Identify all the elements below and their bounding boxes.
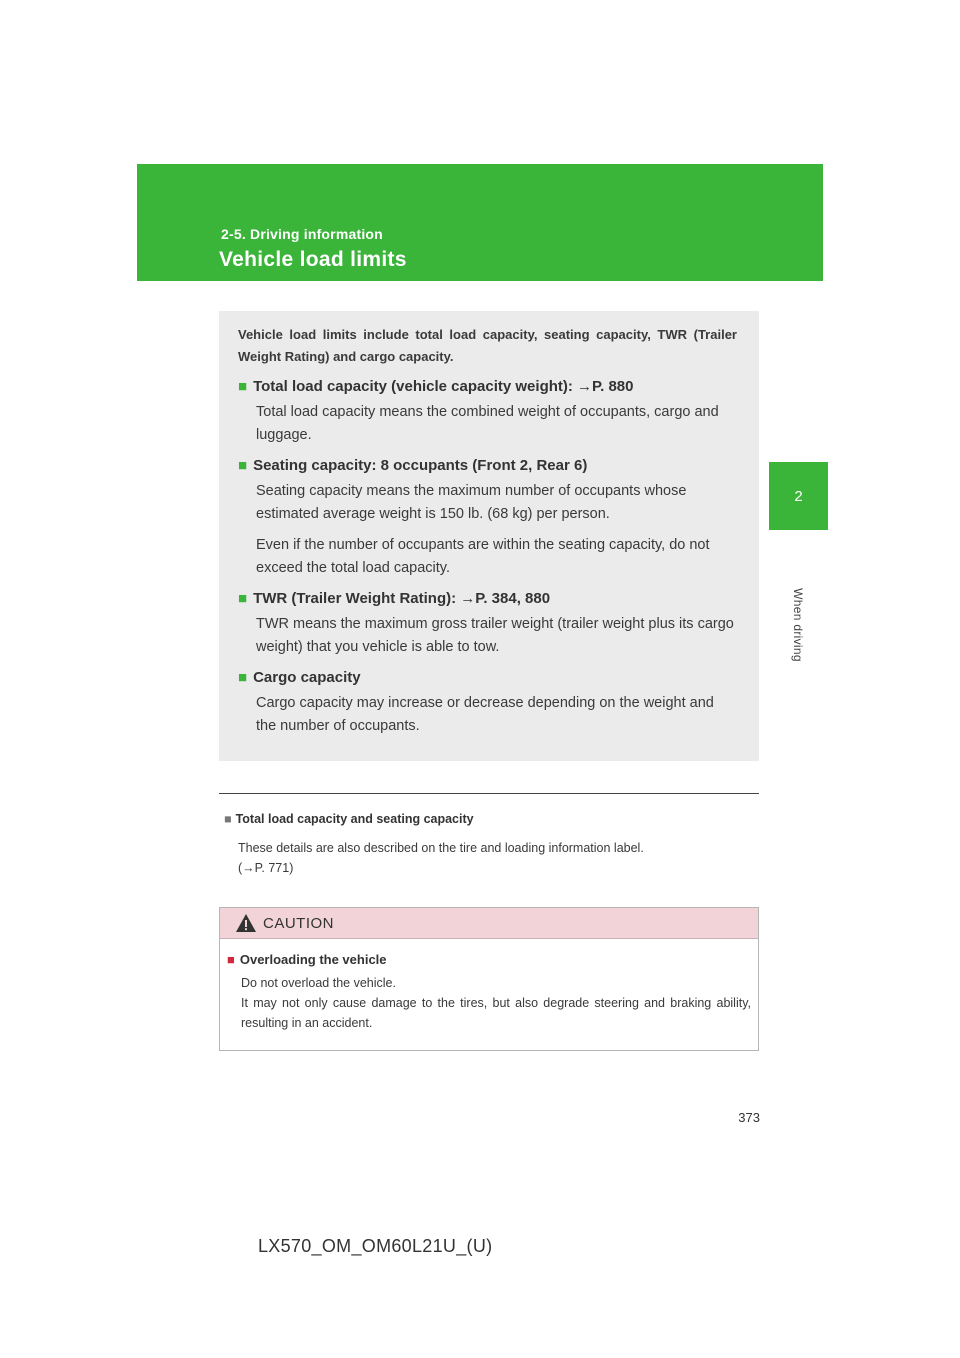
document-code: LX570_OM_OM60L21U_(U) (258, 1236, 493, 1256)
info-item-twr (238, 588, 737, 659)
info-item-heading (238, 455, 737, 477)
info-intro: Vehicle load limits include total load capacity, seating capacity, TWR (Trailer Weight Rating) and cargo capacity. (238, 327, 737, 364)
chapter-tab: 2 (769, 462, 828, 530)
note-body (238, 838, 758, 878)
info-item-desc: TWR means the maximum gross trailer weight (trailer weight plus its cargo weight) that you vehicle is able to tow. (256, 616, 734, 655)
section-label: 2-5. Driving information (221, 226, 383, 242)
caution-label: CAUTION (263, 914, 334, 932)
section-header (137, 164, 823, 281)
note-heading-text: Total load capacity and seating capacity (235, 812, 474, 826)
info-item-desc: Even if the number of occupants are within the seating capacity, do not exceed the total load capacity. (256, 537, 710, 576)
square-bullet-icon: ■ (227, 952, 235, 967)
info-item-desc: Total load capacity means the combined weight of occupants, cargo and luggage. (256, 404, 719, 443)
page-title: Vehicle load limits (219, 248, 407, 271)
info-item-heading (238, 376, 737, 398)
info-box (219, 311, 759, 761)
info-item-desc: Cargo capacity may increase or decrease depending on the weight and the number of occupants. (256, 695, 714, 734)
warning-triangle-icon (235, 913, 257, 933)
info-item-heading-text: Total load capacity (vehicle capacity weight): →P. 880 (253, 378, 634, 395)
square-bullet-icon: ■ (224, 812, 232, 826)
note-line: These details are also described on the tire and loading information label. (238, 841, 644, 855)
note-page-reference: (→P. 771) (238, 861, 294, 875)
info-item-total-load (238, 376, 737, 447)
caution-header (220, 908, 758, 939)
caution-heading-text: Overloading the vehicle (239, 952, 387, 967)
info-item-seating-capacity (238, 455, 737, 580)
info-item-heading-text: TWR (Trailer Weight Rating): →P. 384, 880 (253, 590, 551, 607)
square-bullet-icon: ■ (238, 378, 248, 395)
caution-text (241, 973, 751, 1033)
chapter-side-label-text: When driving (791, 588, 805, 662)
square-bullet-icon: ■ (238, 590, 248, 607)
caution-heading (227, 952, 758, 967)
caution-line: Do not overload the vehicle. (241, 976, 396, 990)
info-item-heading-text: Cargo capacity (253, 669, 361, 686)
caution-line: It may not only cause damage to the tires, but also degrade steering and braking ability, resulting in an accident. (241, 996, 751, 1030)
section-divider (219, 793, 759, 794)
square-bullet-icon: ■ (238, 669, 248, 686)
square-bullet-icon: ■ (238, 457, 248, 474)
info-item-cargo-capacity (238, 667, 737, 738)
info-item-heading (238, 667, 737, 689)
info-item-heading (238, 588, 737, 610)
chapter-side-label (790, 580, 806, 670)
info-item-heading-text: Seating capacity: 8 occupants (Front 2, Rear 6) (253, 457, 588, 474)
caution-box (219, 907, 759, 1051)
info-item-desc: Seating capacity means the maximum number of occupants whose estimated average weight is 150 lb. (68 kg) per person. (256, 483, 687, 522)
page-number: 373 (738, 1110, 760, 1125)
note-heading (224, 812, 474, 826)
